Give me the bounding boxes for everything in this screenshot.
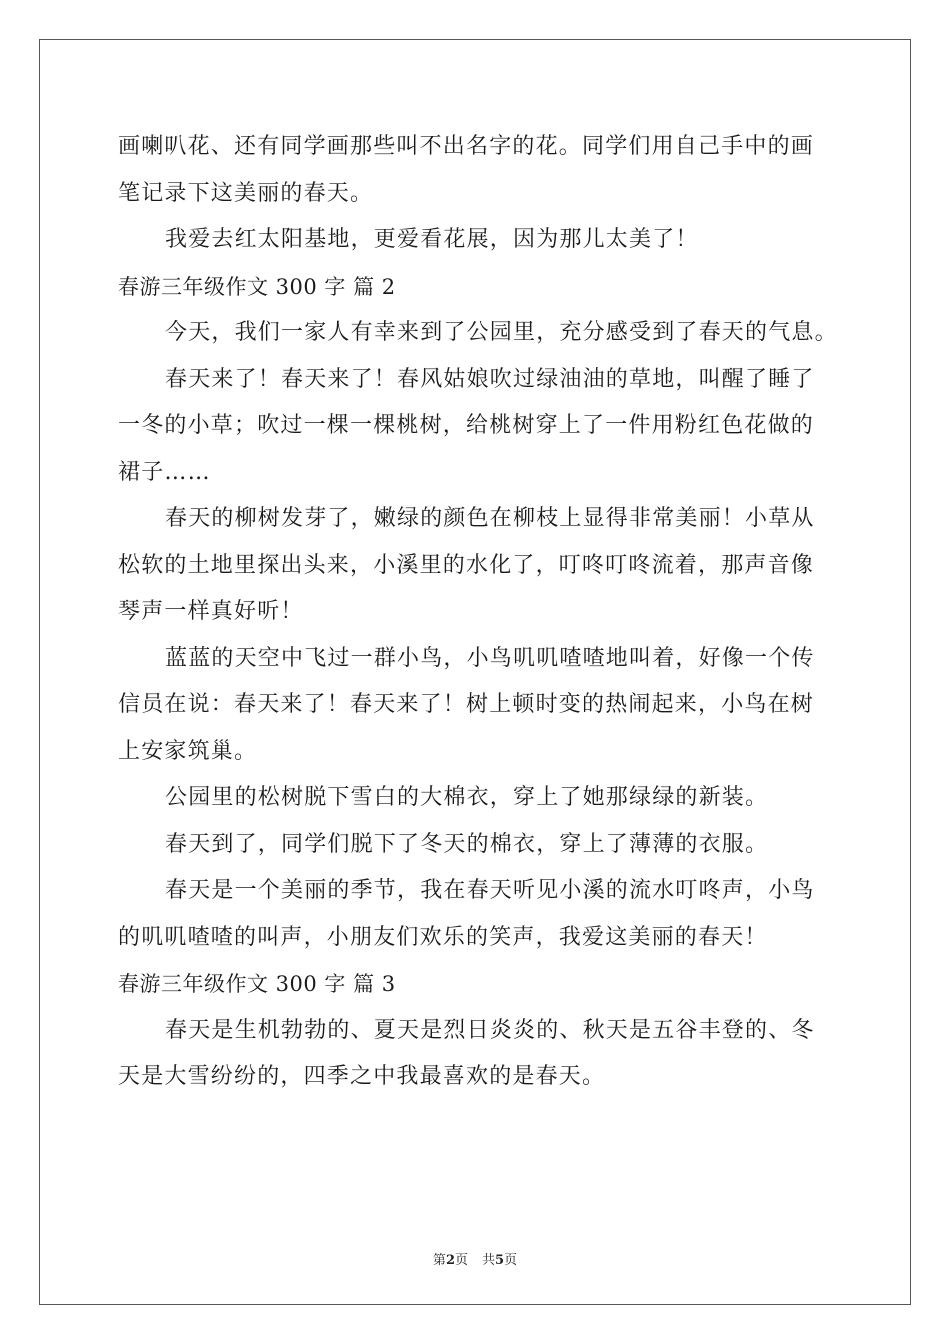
body-line: 琴声一样真好听！ [118,599,304,624]
page-suffix: 页 [454,1253,468,1268]
body-line: 一冬的小草；吹过一棵一棵桃树，给桃树穿上了一件用粉红色花做的 [118,413,815,438]
body-line: 上安家筑巢。 [118,738,258,764]
section-heading: 春游三年级作文 300 字 篇 3 [118,972,396,996]
current-page-number: 2 [445,1253,455,1268]
body-line: 画喇叭花、还有同学画那些叫不出名字的花。同学们用自己手中的画 [118,134,815,159]
body-line: 松软的土地里探出头来，小溪里的水化了，叮咚叮咚流着，那声音像 [118,552,815,578]
paragraph-start: 春天来了！春天来了！春风姑娘吹过绿油油的草地，叫醒了睡了 [165,366,815,392]
paragraph-start: 春天的柳树发芽了，嫩绿的颜色在柳枝上显得非常美丽！小草从 [165,506,815,531]
body-line: 天是大雪纷纷的，四季之中我最喜欢的是春天。 [118,1064,606,1089]
page-prefix: 第 [432,1253,446,1268]
paragraph-start: 蓝蓝的天空中飞过一群小鸟，小鸟叽叽喳喳地叫着，好像一个传 [165,645,815,671]
page-footer [0,1249,950,1268]
paragraph-start: 我爱去红太阳基地，更爱看花展，因为那儿太美了！ [165,227,699,252]
paragraph-start: 春天是一个美丽的季节，我在春天听见小溪的流水叮咚声，小鸟 [165,878,815,903]
section-heading: 春游三年级作文 300 字 篇 2 [118,274,396,299]
document-body [118,128,838,1105]
total-prefix: 共 [482,1253,496,1268]
body-line: 信员在说：春天来了！春天来了！树上顿时变的热闹起来，小鸟在树 [118,692,815,717]
total-suffix: 页 [504,1253,518,1268]
body-line: 的叽叽喳喳的叫声，小朋友们欢乐的笑声，我爱这美丽的春天！ [118,924,768,950]
paragraph-start: 今天，我们一家人有幸来到了公园里，充分感受到了春天的气息。 [165,320,838,345]
body-line: 笔记录下这美丽的春天。 [118,180,374,206]
body-line: 裙子…… [118,459,211,485]
paragraph-start: 春天是生机勃勃的、夏天是烈日炎炎的、秋天是五谷丰登的、冬 [165,1017,815,1043]
paragraph-start: 春天到了，同学们脱下了冬天的棉衣，穿上了薄薄的衣服。 [165,831,769,857]
paragraph-start: 公园里的松树脱下雪白的大棉衣，穿上了她那绿绿的新装。 [165,785,769,810]
total-page-count: 5 [495,1253,505,1268]
